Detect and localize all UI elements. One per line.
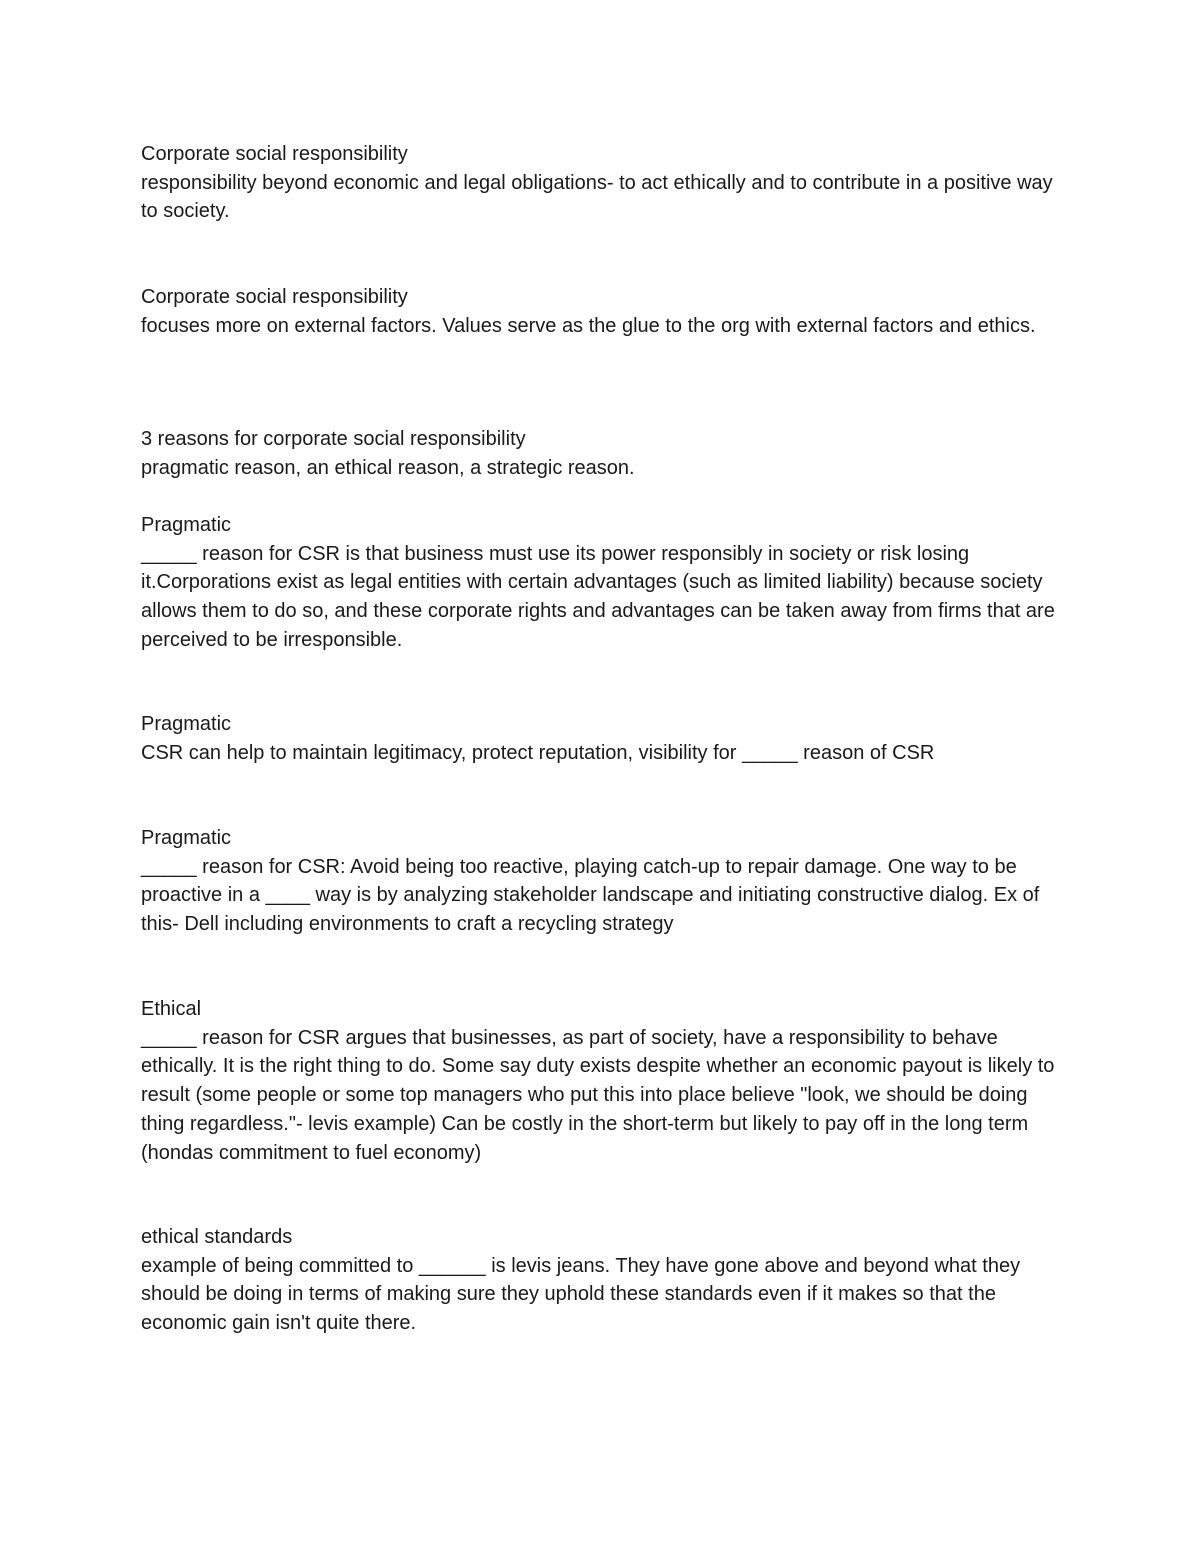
flashcard [141, 140, 1071, 226]
card-definition: responsibility beyond economic and legal obligations- to act ethically and to contribute in a positive way to society. [141, 171, 1053, 223]
flashcard [141, 511, 1071, 655]
card-definition: CSR can help to maintain legitimacy, protect reputation, visibility for _____ reason of CSR [141, 741, 935, 764]
card-definition: _____ reason for CSR argues that businesses, as part of society, have a responsibility to behave ethically. It is the right thing to do. Some say duty exists despite whether an economic payout is likely to result (some people or some top managers who put this into place believe "look, we should be doing thing regardless."- levis example) Can be costly in the short-term but likely to pay off in the long term (hondas commitment to fuel economy) [141, 1026, 1055, 1164]
card-definition: focuses more on external factors. Values serve as the glue to the org with external factors and ethics. [141, 314, 1036, 337]
card-term: Corporate social responsibility [141, 143, 408, 165]
card-term: Pragmatic [141, 514, 232, 536]
card-term: Pragmatic [141, 827, 232, 849]
card-term: ethical standards [141, 1226, 293, 1248]
card-term: Corporate social responsibility [141, 286, 408, 308]
flashcard [141, 283, 1071, 340]
flashcard [141, 995, 1071, 1167]
card-definition: example of being committed to ______ is levis jeans. They have gone above and beyond what they should be doing in terms of making sure they uphold these standards even if it makes so that the economic gain isn't quite there. [141, 1254, 1021, 1335]
card-definition: _____ reason for CSR is that business must use its power responsibly in society or risk losing it.Corporations exist as legal entities with certain advantages (such as limited liability) because society allows them to do so, and these corporate rights and advantages can be taken away from firms that are perceived to be irresponsible. [141, 542, 1055, 651]
card-term: Pragmatic [141, 713, 232, 735]
card-term: Ethical [141, 998, 202, 1020]
card-term: 3 reasons for corporate social responsibility [141, 428, 526, 450]
flashcard [141, 1223, 1071, 1338]
flashcard [141, 710, 1071, 767]
card-definition: _____ reason for CSR: Avoid being too reactive, playing catch-up to repair damage. One way to be proactive in a ____ way is by analyzing stakeholder landscape and initiating constructive dialog. Ex of this- Dell including environments to craft a recycling strategy [141, 855, 1040, 936]
card-definition: pragmatic reason, an ethical reason, a strategic reason. [141, 456, 635, 479]
flashcard [141, 824, 1071, 939]
flashcard [141, 425, 1071, 482]
